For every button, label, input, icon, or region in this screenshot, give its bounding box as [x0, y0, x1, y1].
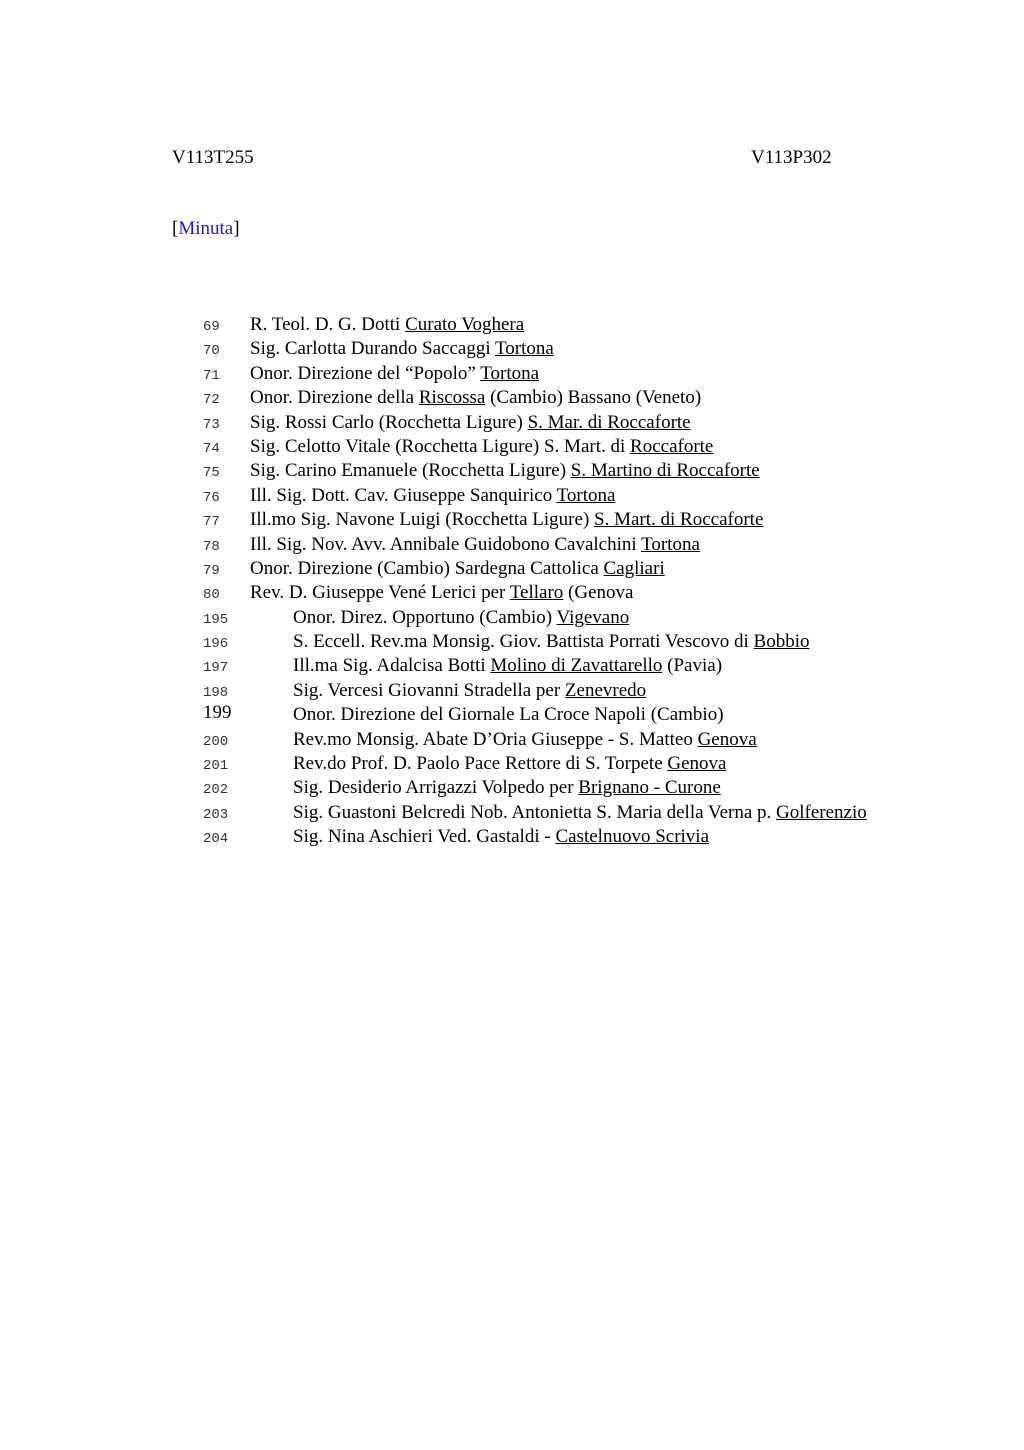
entry-text: Ill. Sig. Dott. Cav. Giuseppe Sanquirico Tortona: [250, 484, 616, 506]
place-name: Brignano - Curone: [578, 777, 721, 799]
list-item: [0, 387, 1024, 411]
entry-text: Rev.do Prof. D. Paolo Pace Rettore di S. Torpete Genova: [293, 753, 727, 775]
list-item: [0, 558, 1024, 582]
minuta-label: [172, 218, 240, 240]
entry-text: Sig. Vercesi Giovanni Stradella per Zenevredo: [293, 679, 647, 701]
line-number: 77: [203, 514, 220, 531]
list-item: [0, 631, 1024, 655]
line-number: 73: [203, 416, 220, 433]
line-number: 195: [203, 611, 229, 628]
place-name: Vigevano: [556, 606, 630, 628]
line-number: 80: [203, 587, 220, 604]
entry-text: Ill.mo Sig. Navone Luigi (Rocchetta Ligure) S. Mart. di Roccaforte: [250, 509, 764, 531]
place-name: Riscossa: [418, 387, 486, 409]
list-item: [0, 460, 1024, 484]
list-item: [0, 338, 1024, 362]
place-name: S. Mart. di Roccaforte: [594, 509, 764, 531]
line-number: 198: [203, 684, 229, 701]
list-item: [0, 412, 1024, 436]
line-number: 200: [203, 733, 229, 750]
list-item: [0, 509, 1024, 533]
line-number: 203: [203, 806, 229, 823]
list-item: [0, 753, 1024, 777]
line-number: 76: [203, 489, 220, 506]
place-name: Tortona: [556, 484, 616, 506]
place-name: Molino di Zavattarello: [490, 655, 663, 677]
line-number: 72: [203, 392, 220, 409]
bracket-close: ]: [233, 218, 240, 239]
line-number: 197: [203, 660, 229, 677]
list-item: [0, 607, 1024, 631]
line-number: 196: [203, 636, 229, 653]
line-number: 69: [203, 319, 220, 335]
place-name: Tellaro: [509, 582, 564, 604]
place-name: Genova: [697, 728, 757, 750]
line-number: 74: [203, 440, 220, 457]
entry-text: Sig. Desiderio Arrigazzi Volpedo per Brignano - Curone: [293, 777, 721, 799]
place-name: Tortona: [641, 533, 700, 555]
line-number: 202: [203, 782, 229, 799]
line-number: 75: [203, 465, 220, 482]
entry-text: Sig. Celotto Vitale (Rocchetta Ligure) S. Mart. di Roccaforte: [250, 435, 714, 457]
list-item: [0, 363, 1024, 387]
line-number: 201: [203, 758, 229, 775]
list-item: [0, 655, 1024, 679]
minuta-link[interactable]: Minuta: [178, 218, 234, 239]
line-number: 70: [203, 343, 220, 360]
document-code-left: V113T255: [172, 147, 254, 168]
place-name: Genova: [667, 753, 727, 775]
line-number: 79: [203, 562, 220, 579]
list-item: [0, 729, 1024, 753]
line-number: 71: [203, 367, 220, 384]
entry-text: Ill.ma Sig. Adalcisa Botti Molino di Zavattarello (Pavia): [293, 655, 723, 677]
document-code-right: V113P302: [751, 147, 832, 168]
list-item: [0, 826, 1024, 850]
place-name: Curato Voghera: [405, 314, 525, 335]
entry-text: R. Teol. D. G. Dotti Curato Voghera: [250, 314, 525, 335]
entry-text: Onor. Direzione del Giornale La Croce Napoli (Cambio): [293, 704, 724, 726]
list-item: [0, 777, 1024, 801]
list-item: [0, 704, 1024, 728]
entry-text: Sig. Carino Emanuele (Rocchetta Ligure) S. Martino di Roccaforte: [250, 460, 760, 482]
line-number: 204: [203, 831, 229, 848]
line-number: 199: [203, 702, 232, 724]
entry-text: Rev.mo Monsig. Abate D’Oria Giuseppe - S. Matteo Genova: [293, 728, 757, 750]
entry-text: Onor. Direz. Opportuno (Cambio) Vigevano: [293, 606, 630, 628]
entry-text: Rev. D. Giuseppe Vené Lerici per Tellaro (Genova: [250, 582, 634, 604]
place-name: Tortona: [495, 338, 554, 360]
place-name: Golferenzio: [776, 801, 867, 823]
entry-text: Onor. Direzione del “Popolo” Tortona: [250, 362, 540, 384]
bracket-open: [: [172, 218, 179, 239]
entry-text: Onor. Direzione (Cambio) Sardegna Cattolica Cagliari: [250, 557, 665, 579]
place-name: Castelnuovo Scrivia: [555, 826, 710, 848]
list-item: [0, 534, 1024, 558]
place-name: Cagliari: [603, 557, 665, 579]
list-item: [0, 802, 1024, 826]
list-item: [0, 680, 1024, 704]
place-name: Tortona: [480, 362, 540, 384]
place-name: S. Martino di Roccaforte: [570, 460, 760, 482]
list-item: [0, 314, 1024, 338]
entry-text: S. Eccell. Rev.ma Monsig. Giov. Battista Porrati Vescovo di Bobbio: [293, 631, 810, 653]
list-item: [0, 436, 1024, 460]
entry-text: Sig. Nina Aschieri Ved. Gastaldi - Castelnuovo Scrivia: [293, 826, 710, 848]
entry-text: Ill. Sig. Nov. Avv. Annibale Guidobono Cavalchini Tortona: [250, 533, 700, 555]
line-number: 78: [203, 538, 220, 555]
place-name: Bobbio: [753, 631, 810, 653]
place-name: Roccaforte: [630, 435, 714, 457]
entry-text: Sig. Guastoni Belcredi Nob. Antonietta S. Maria della Verna p. Golferenzio: [293, 801, 867, 823]
place-name: Zenevredo: [564, 679, 647, 701]
list-item: [0, 582, 1024, 606]
entry-text: Sig. Rossi Carlo (Rocchetta Ligure) S. Mar. di Roccaforte: [250, 411, 691, 433]
place-name: S. Mar. di Roccaforte: [527, 411, 691, 433]
list-item: [0, 485, 1024, 509]
entry-text: Onor. Direzione della Riscossa (Cambio) Bassano (Veneto): [250, 387, 702, 409]
entry-text: Sig. Carlotta Durando Saccaggi Tortona: [250, 338, 554, 360]
address-list: [0, 314, 1024, 851]
